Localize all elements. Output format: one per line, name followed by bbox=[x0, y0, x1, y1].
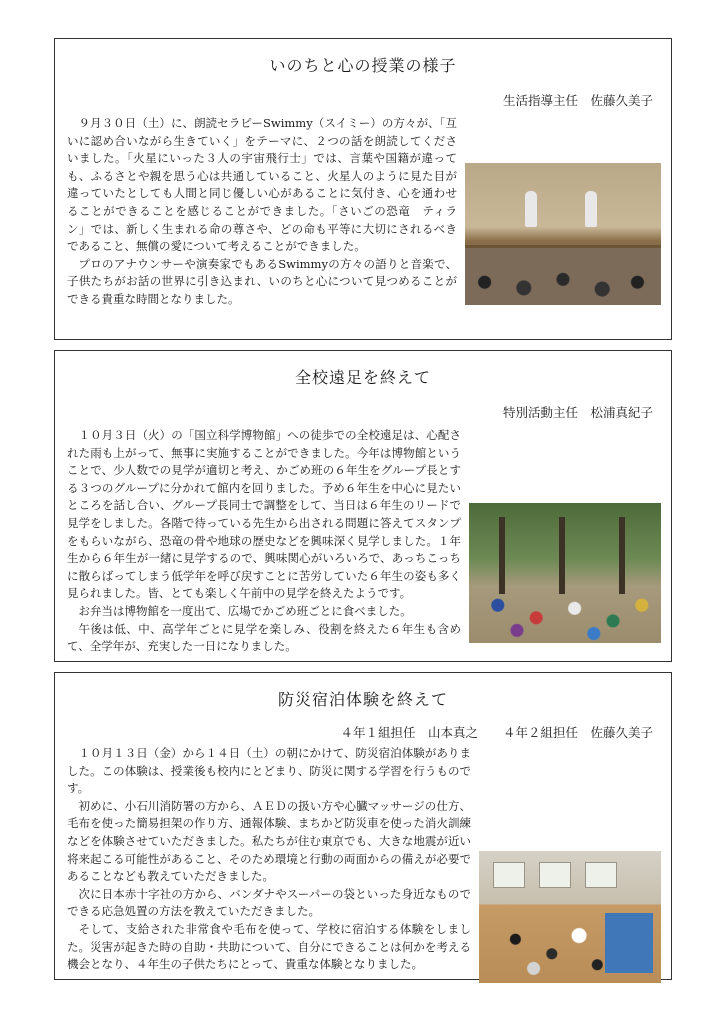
section-author: ４年１組担任 山本真之 ４年２組担任 佐藤久美子 bbox=[340, 725, 653, 740]
park-photo bbox=[469, 503, 661, 643]
paragraph: プロのアナウンサーや演奏家でもあるSwimmyの方々の語りと音楽で、子供たちがお話の世界に引き込まれ、いのちと心について見つめることができる貴重な時間となりました。 bbox=[67, 256, 457, 306]
section-author: 生活指導主任 佐藤久美子 bbox=[502, 93, 653, 108]
section-title: 防災宿泊体験を終えて bbox=[277, 690, 448, 709]
paragraph: 初めに、小石川消防署の方から、ＡＥＤの扱い方や心臓マッサージの仕方、毛布を使った簡易担架の作り方、通報体験、まちかど防災車を使った消火訓練などを体験させていただきました。私たちが住む東京でも、大きな地震が近い将来起こる可能性があること、そのため環境と行動の両面からの備えが必要であることなども教えていただきました。 bbox=[67, 798, 471, 884]
paragraph: １０月１３日（金）から１４日（土）の朝にかけて、防災宿泊体験がありました。この体験は、授業後も校内にとどまり、防災に関する学習を行うものです。 bbox=[67, 746, 471, 796]
section-title: 全校遠足を終えて bbox=[294, 368, 431, 387]
paragraph: 午後は低、中、高学年ごとに見学を楽しみ、役割を終えた６年生も含めて、全学年が、充実した一日になりました。 bbox=[67, 621, 461, 654]
section-bousai bbox=[54, 672, 672, 980]
section-ensoku bbox=[54, 350, 672, 662]
section-body bbox=[67, 115, 661, 309]
paragraph: お弁当は博物館を一度出て、広場でかごめ班ごとに食べました。 bbox=[78, 603, 412, 618]
paragraph: １０月３日（火）の「国立科学博物館」への徒歩での全校遠足は、心配された雨も上がって、無事に実施することができました。今年は博物館ということで、少人数での見学が適切と考え、かごめ班の６年生をグループ長とする３つのグループに分かれて館内を回りました。予め６年生を中心に見たいところを話し合い、グループ長同士で調整をして、当日は６年生のリードで見学をしました。各階で待っている先生から出される問題に答えてスタンプをもらいながら、恐竜の骨や地球の歴史などを興味深く見学しました。１年生から６年生が一緒に見学するので、興味関心がいろいろで、あっちこっちに散らばってしまう低学年を呼び戻すことに苦労していた６年生の姿も多く見られました。皆、とても楽しく午前中の見学を終えたようです。 bbox=[67, 428, 461, 601]
section-title: いのちと心の授業の様子 bbox=[269, 56, 457, 75]
paragraph: そして、支給された非常食や毛布を使って、学校に宿泊する体験をしました。災害が起きた時の自助・共助について、自分にできることは何かを考える機会となり、４年生の子供たちにとって、貴重な体験となりました。 bbox=[67, 921, 471, 972]
paragraph: ９月３０日（土）に、朗読セラピーSwimmy（スイミー）の方々が、「互いに認め合いながら生きていく」をテーマに、２つの話を朗読してくださいました。「火星にいった３人の宇宙飛行士」では、言葉や国籍が違っても、ふるさとや親を思う心は共通していること、火星人のように見た目が違っていたとしても人間と同じ優しい心があることに気付き、心を通わせることができることを感じることができました。「さいごの恐竜 ティラン」では、新しく生まれる命の尊さや、どの命も平等に大切にされるべきであること、無償の愛について考えることができました。 bbox=[67, 116, 457, 254]
section-inochi bbox=[54, 38, 672, 340]
gym-photo bbox=[479, 851, 661, 983]
stage-photo bbox=[465, 163, 661, 305]
section-body bbox=[67, 745, 661, 987]
paragraph: 次に日本赤十字社の方から、バンダナやスーパーの袋といった身近なものでできる応急処置の方法を教えていただきました。 bbox=[67, 886, 471, 919]
section-body bbox=[67, 427, 661, 656]
section-author: 特別活動主任 松浦真紀子 bbox=[502, 405, 653, 420]
